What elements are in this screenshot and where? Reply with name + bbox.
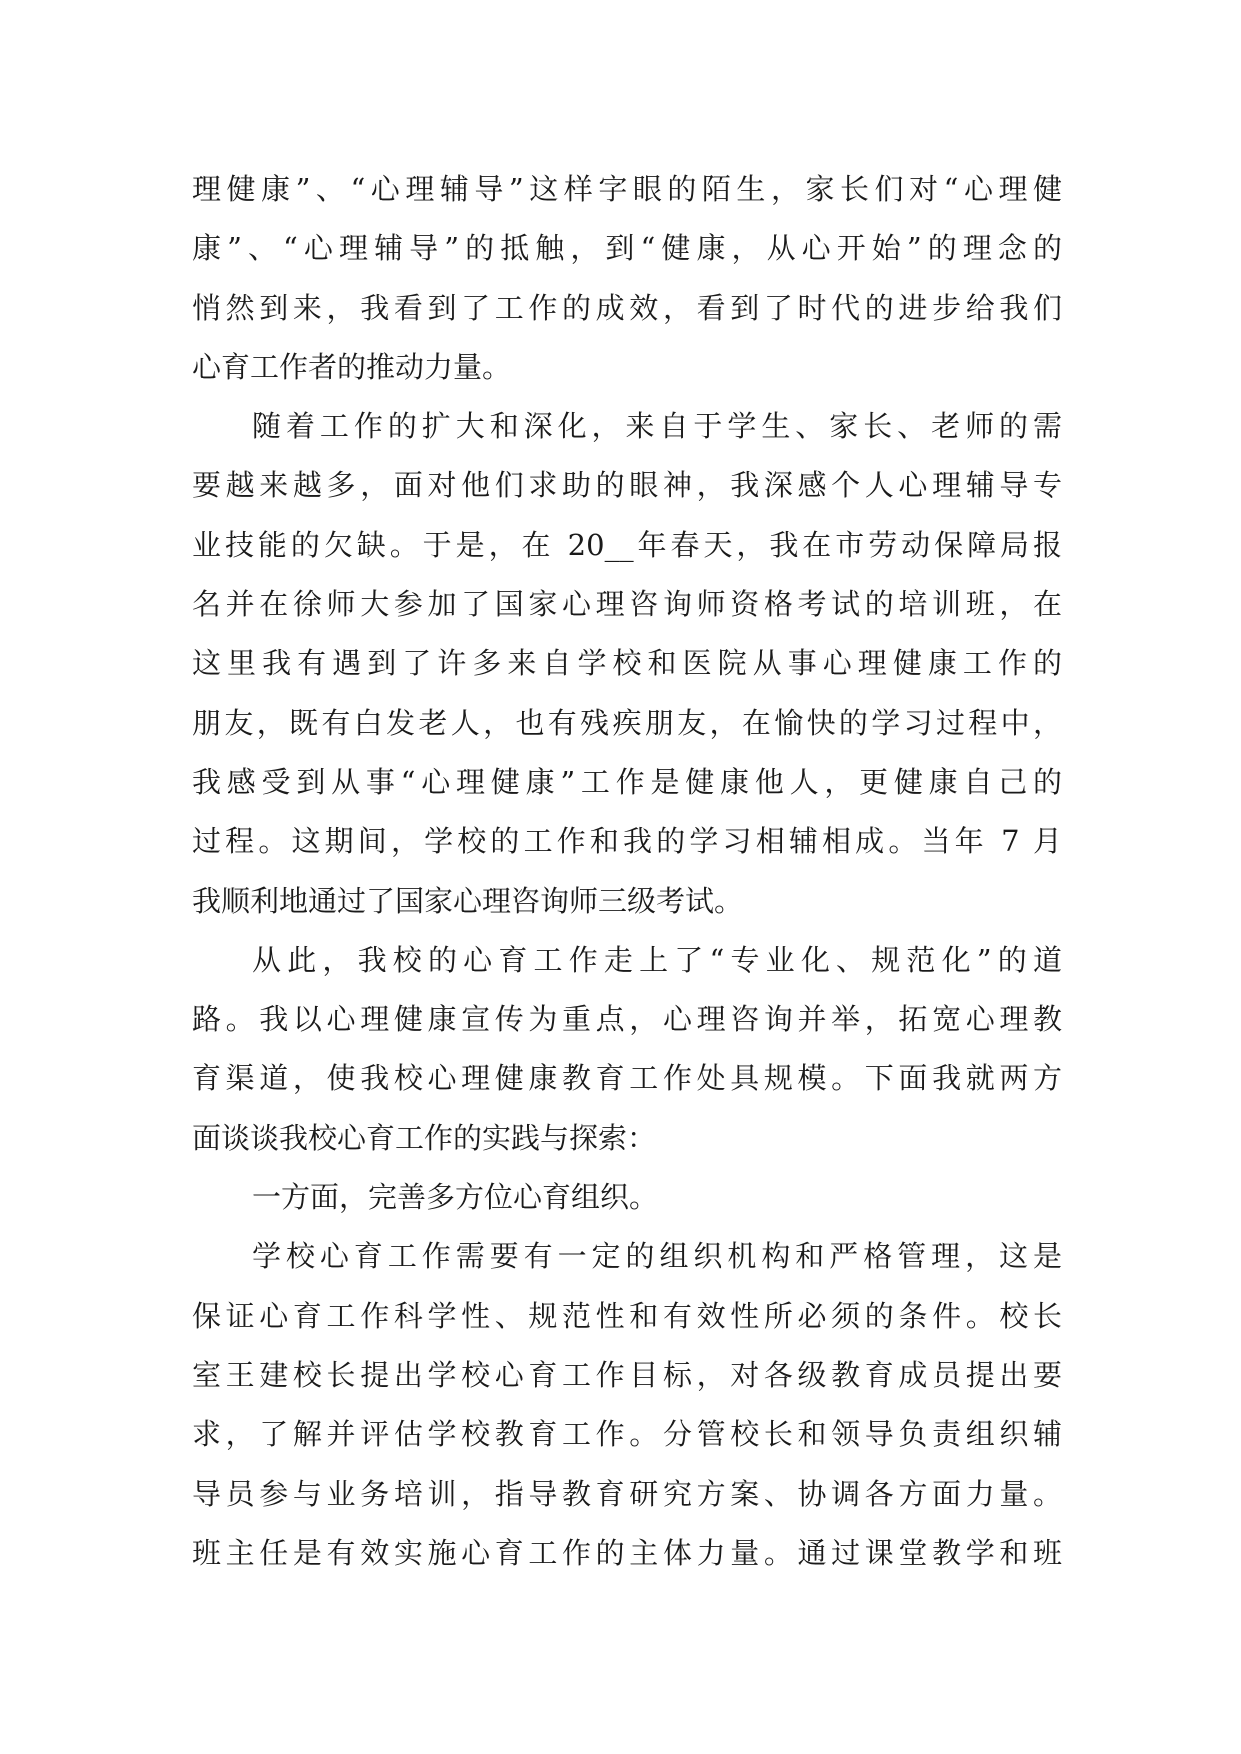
text-line: 保证心育工作科学性、规范性和有效性所必须的条件。校长: [192, 1298, 1062, 1333]
text-line: 这里我有遇到了许多来自学校和医院从事心理健康工作的: [192, 646, 1062, 681]
text-line: 要越来越多，面对他们求助的眼神，我深感个人心理辅导专: [192, 468, 1062, 503]
text-line: 我感受到从事“心理健康”工作是健康他人，更健康自己的: [192, 764, 1062, 799]
text-line: 随着工作的扩大和深化，来自于学生、家长、老师的需: [252, 409, 1062, 444]
text-line: 导员参与业务培训，指导教育研究方案、协调各方面力量。: [192, 1476, 1062, 1511]
document-body: [192, 160, 1062, 1583]
text-line: 路。我以心理健康宣传为重点，心理咨询并举，拓宽心理教: [192, 1002, 1062, 1037]
text-line: 我顺利地通过了国家心理咨询师三级考试。: [192, 883, 744, 918]
text-line: 心育工作者的推动力量。: [192, 349, 512, 384]
text-line: 面谈谈我校心育工作的实践与探索：: [192, 1120, 657, 1155]
text-line: 班主任是有效实施心育工作的主体力量。通过课堂教学和班: [192, 1535, 1062, 1570]
text-line: 从此，我校的心育工作走上了“专业化、规范化”的道: [252, 942, 1062, 977]
text-line: 学校心育工作需要有一定的组织机构和严格管理，这是: [252, 1239, 1062, 1274]
text-line: 一方面，完善多方位心育组织。: [252, 1180, 659, 1215]
text-line: 康”、“心理辅导”的抵触，到“健康，从心开始”的理念的: [192, 231, 1062, 266]
text-line: 室王建校长提出学校心育工作目标，对各级教育成员提出要: [192, 1357, 1062, 1392]
text-line: 名并在徐师大参加了国家心理咨询师资格考试的培训班，在: [192, 587, 1062, 622]
text-line: 朋友，既有白发老人，也有残疾朋友，在愉快的学习过程中，: [192, 705, 1062, 740]
text-line: 业技能的欠缺。于是，在 20__年春天，我在市劳动保障局报: [192, 527, 1062, 562]
text-line: 过程。这期间，学校的工作和我的学习相辅相成。当年 7 月: [192, 824, 1062, 859]
text-line: 悄然到来，我看到了工作的成效，看到了时代的进步给我们: [192, 290, 1062, 325]
text-line: 育渠道，使我校心理健康教育工作处具规模。下面我就两方: [192, 1061, 1062, 1096]
text-line: 理健康”、“心理辅导”这样字眼的陌生，家长们对“心理健: [192, 172, 1062, 206]
text-line: 求，了解并评估学校教育工作。分管校长和领导负责组织辅: [192, 1417, 1062, 1452]
